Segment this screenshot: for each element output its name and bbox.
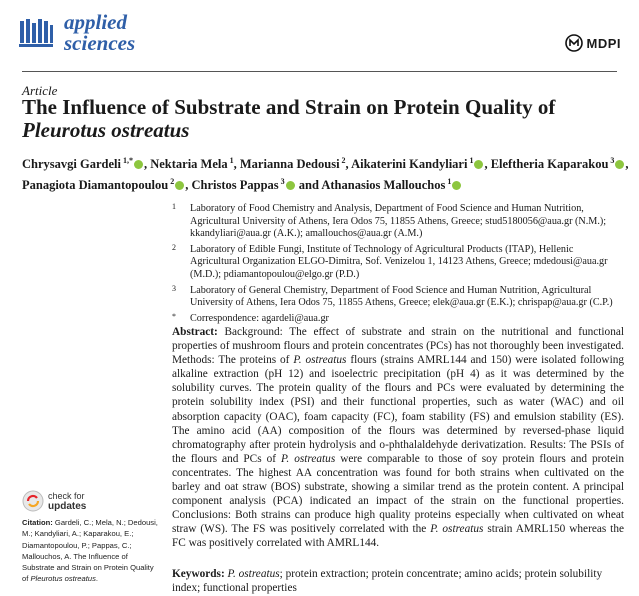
orcid-icon[interactable] <box>175 181 184 190</box>
affiliation-number: * <box>172 311 176 321</box>
author-affiliation-sup: 2 <box>339 156 346 165</box>
affiliation-number: 2 <box>172 242 176 252</box>
author-name: Marianna Dedousi <box>239 157 340 172</box>
abstract <box>172 325 624 551</box>
author[interactable] <box>321 178 462 192</box>
mdpi-logo-icon <box>565 34 583 52</box>
author[interactable] <box>351 157 484 171</box>
check-updates-line2: updates <box>48 500 87 512</box>
citation-box <box>22 517 162 585</box>
title-species: Pleurotus ostreatus <box>22 118 190 142</box>
author-name: Christos Pappas <box>191 178 279 193</box>
author[interactable] <box>191 178 295 192</box>
citation-end: . <box>95 574 99 584</box>
abstract-text-3: were comparable to those of soy protein flours and protein concentrates. The highest AA concentration was found for both strains when cultivated on the barley and oat straw (BOS) substrate, showing a similar trend as the protein content. A principal component analysis (PCA) indicated an impact of the strain on the functional properties. Conclusions: Both strains can produce high quality proteins especially when cultivated on wheat straw (WS). The FS was positively correlated with the <box>172 452 624 536</box>
author-name: Athanasios Mallouchos <box>321 178 446 193</box>
check-updates-line1: check for <box>48 490 85 501</box>
author-separator: , <box>625 157 629 172</box>
author[interactable] <box>240 157 346 171</box>
author[interactable] <box>490 156 629 172</box>
author-separator: , <box>484 157 491 172</box>
author-affiliation-sup: 1,* <box>120 156 133 165</box>
affiliation-item <box>172 244 617 282</box>
article-type: Article <box>22 83 58 98</box>
author-separator: , <box>345 157 352 172</box>
check-updates-text <box>48 491 86 512</box>
abstract-species-1: P. ostreatus <box>293 354 347 367</box>
article-title <box>22 96 622 142</box>
keywords <box>172 567 624 595</box>
author-separator: , <box>185 178 192 193</box>
citation-label: Citation: <box>22 518 53 527</box>
orcid-icon[interactable] <box>452 181 461 190</box>
affiliation-number: 1 <box>172 202 176 211</box>
affiliation-item <box>172 203 617 241</box>
author-separator: , <box>233 157 240 172</box>
citation-text: Gardeli, C.; Mela, N.; Dedousi, M.; Kandyliari, A.; Kaparakou, E.; Diamantopoulou, P.; Pappas, C.; Mallouchos, A. The Influence of Substrate and Strain on Protein Quality of <box>22 518 158 584</box>
orcid-icon[interactable] <box>286 181 295 190</box>
author-separator: , <box>143 157 151 172</box>
publisher-logo <box>565 34 622 52</box>
title-text: The Influence of Substrate and Strain on Protein Quality of <box>22 95 556 119</box>
affiliation-item <box>172 313 617 326</box>
check-for-updates-button[interactable] <box>22 490 86 512</box>
applied-sciences-logo-icon <box>16 13 56 53</box>
author-name: Nektaria Mela <box>150 157 228 172</box>
journal-header <box>16 12 135 54</box>
author-name: Eleftheria Kaparakou <box>490 157 609 172</box>
author[interactable] <box>22 178 185 192</box>
affiliation-text: Laboratory of General Chemistry, Department of Food Science and Human Nutrition, Agricultural University of Athens, Iera Odos 75, 11855 Athens, Greece; elek@aua.gr (E.K.); chrispap@aua.gr (C.P.) <box>190 284 613 309</box>
author-affiliation-sup: 3 <box>278 177 285 187</box>
abstract-text-1: Background: The effect of substrate and strain on the nutritional and functional properties of mushroom flours and protein concentrates (PCs) has not thoroughly been investigated. Methods: The proteins of <box>172 326 624 367</box>
journal-name-line2: sciences <box>64 31 136 55</box>
author[interactable] <box>22 157 144 171</box>
author-name: Chrysavgi Gardeli <box>22 157 121 172</box>
orcid-icon[interactable] <box>615 160 624 169</box>
author-affiliation-sup: 1 <box>227 156 234 165</box>
citation-species: Pleurotus ostreatus <box>30 574 96 584</box>
abstract-species-3: P. ostreatus <box>430 523 484 536</box>
header-divider <box>22 71 617 72</box>
author-list <box>22 152 632 194</box>
author-separator: and <box>295 178 322 193</box>
author-affiliation-sup: 2 <box>168 177 175 187</box>
journal-name-line1: applied <box>64 10 127 34</box>
check-updates-icon <box>22 490 44 512</box>
author-line-1 <box>22 152 632 173</box>
keywords-species: P. ostreatus <box>227 568 280 580</box>
affiliations <box>172 203 617 328</box>
journal-name <box>64 12 135 54</box>
affiliation-item <box>172 285 617 310</box>
affiliation-text: Laboratory of Food Chemistry and Analysis, Department of Food Science and Human Nutrition, Agricultural University of Athens, Iera Odos 75, 11855 Athens, Greece; stud5180056@aua.gr (N.M.); kkandyliari@aua.gr (A.K.); amallouchos@aua.gr (A.M.) <box>190 203 607 240</box>
author-affiliation-sup: 1 <box>467 156 474 165</box>
abstract-text-4: strain AMRL150 whereas the FC was positively correlated with AMRL144. <box>172 523 624 550</box>
keywords-label: Keywords: <box>172 568 225 580</box>
affiliation-number: 3 <box>172 283 176 293</box>
author[interactable] <box>150 157 233 171</box>
author-name: Panagiota Diamantopoulou <box>22 178 169 193</box>
abstract-species-2: P. ostreatus <box>280 452 336 465</box>
affiliation-text: Correspondence: agardeli@aua.gr <box>190 312 329 324</box>
orcid-icon[interactable] <box>474 160 483 169</box>
abstract-text-2: flours (strains AMRL144 and 150) were isolated following alkaline extraction (pH 12) and isoelectric precipitation (pH 4) as it was determined by the solubility curves. The protein quality of the flours and PCs were evaluated by determining the protein solubility index (PSI) and their functional properties, such as water (WAC) and oil absorption capacity (OAC), foam capacity (FC), foam stability (FS) and emulsion stability (ES). The amino acid (AA) composition of the flours was determined by reversed-phase liquid chromatography after protein hydrolysis and o-phthalaldehyde derivatization. Results: The PSIs of the flours and PCs of <box>172 354 625 465</box>
author-affiliation-sup: 3 <box>608 156 615 165</box>
author-line-2 <box>22 173 632 194</box>
abstract-label: Abstract: <box>172 326 218 338</box>
affiliation-text: Laboratory of Edible Fungi, Institute of Technology of Agricultural Products (ITAP), Hellenic Agricultural Organization ELGO-Dimitra, Sof. Venizelou 1, 14123 Athens, Greece; mdedousi@aua.gr (M.D.); pdiamantopoulou@elgo.gr (P.D.) <box>190 243 608 280</box>
author-affiliation-sup: 1 <box>445 177 452 187</box>
publisher-name: MDPI <box>586 35 621 51</box>
orcid-icon[interactable] <box>134 160 143 169</box>
keywords-text: ; protein extraction; protein concentrate; amino acids; protein solubility index; functional properties <box>172 568 603 595</box>
author-name: Aikaterini Kandyliari <box>351 157 468 172</box>
